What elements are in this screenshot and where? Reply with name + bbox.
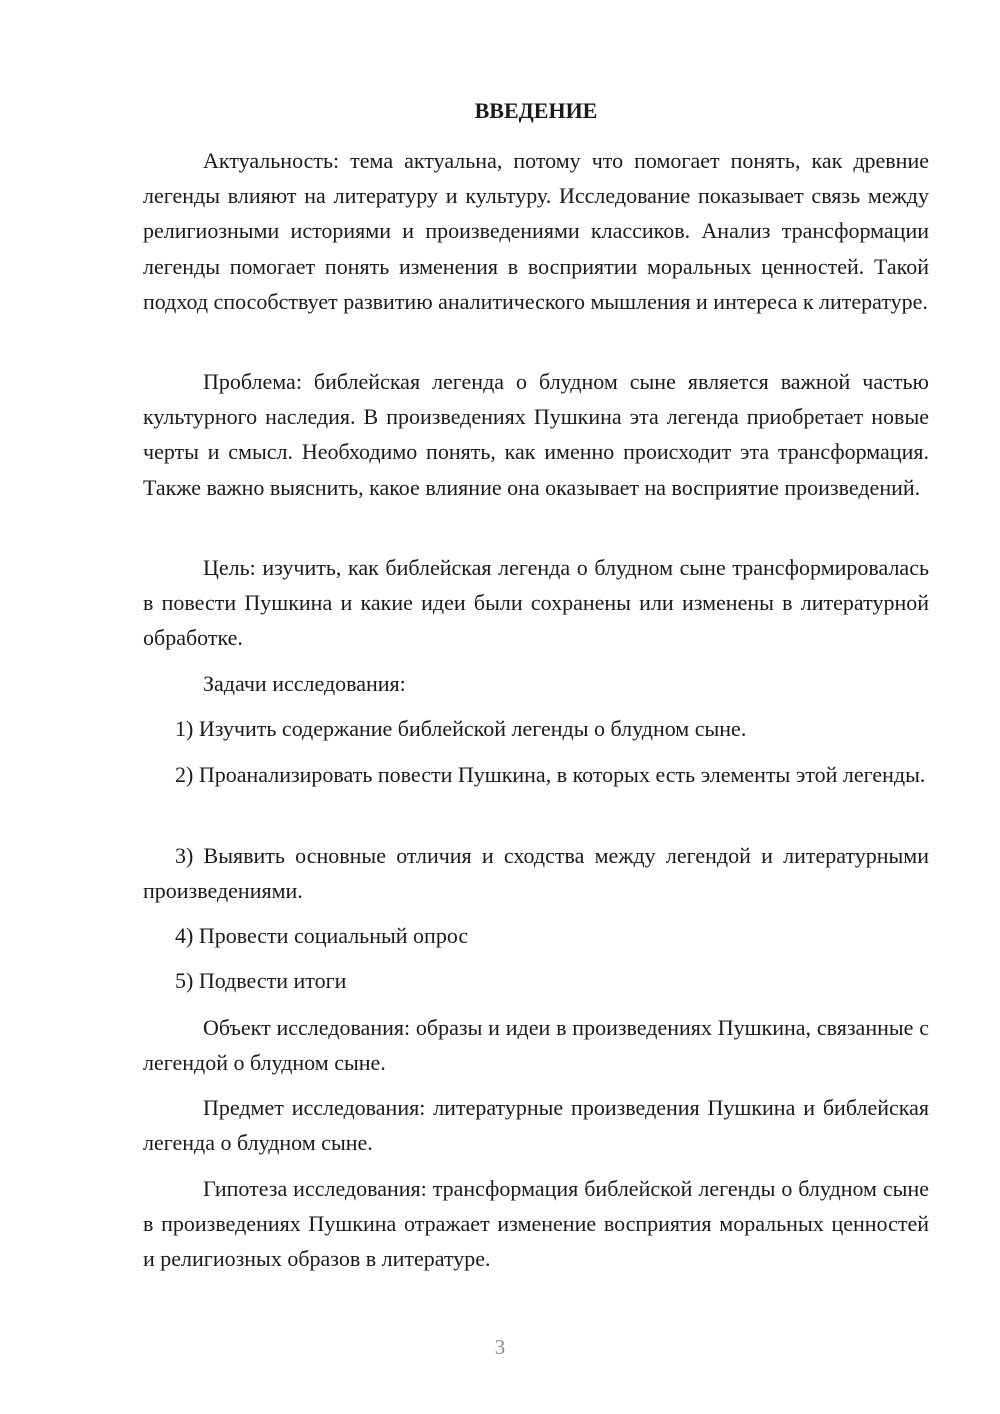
goal-paragraph: Цель: изучить, как библейская легенда о блудном сыне трансформировалась в повести Пушкина и какие идеи были сохранены или изменены в литературной обработке. (143, 555, 929, 651)
tasks-heading: Задачи исследования: (203, 671, 406, 696)
subject-paragraph: Предмет исследования: литературные произведения Пушкина и библейская легенда о блудном сыне. (143, 1095, 929, 1156)
task-item-1: 1) Изучить содержание библейской легенды о блудном сыне. (175, 716, 747, 741)
relevance-paragraph: Актуальность: тема актуальна, потому что помогает понять, как древние легенды влияют на литературу и культуру. Исследование показывает связь между религиозными историями и произведениями классиков. Анализ трансформации легенды помогает понять изменения в восприятии моральных ценностей. Такой подход способствует развитию аналитического мышления и интереса к литературе. (143, 148, 929, 314)
page-title: ВВЕДЕНИЕ (474, 98, 598, 123)
task-item-2: 2) Проанализировать повести Пушкина, в которых есть элементы этой легенды. (175, 762, 926, 787)
task-item-3: 3) Выявить основные отличия и сходства между легендой и литературными произведениями. (143, 843, 929, 904)
object-paragraph: Объект исследования: образы и идеи в произведениях Пушкина, связанные с легендой о блудном сыне. (143, 1015, 929, 1076)
page-number: 3 (494, 1335, 506, 1359)
problem-paragraph: Проблема: библейская легенда о блудном сыне является важной частью культурного наследия. В произведениях Пушкина эта легенда приобретает новые черты и смысл. Необходимо понять, как именно происходит эта трансформация. Также важно выяснить, какое влияние она оказывает на восприятие произведений. (143, 369, 929, 500)
hypothesis-paragraph: Гипотеза исследования: трансформация библейской легенды о блудном сыне в произведениях Пушкина отражает изменение восприятия моральных ценностей и религиозных образов в литературе. (143, 1176, 929, 1272)
task-item-4: 4) Провести социальный опрос (175, 923, 469, 948)
task-item-5: 5) Подвести итоги (175, 968, 347, 993)
